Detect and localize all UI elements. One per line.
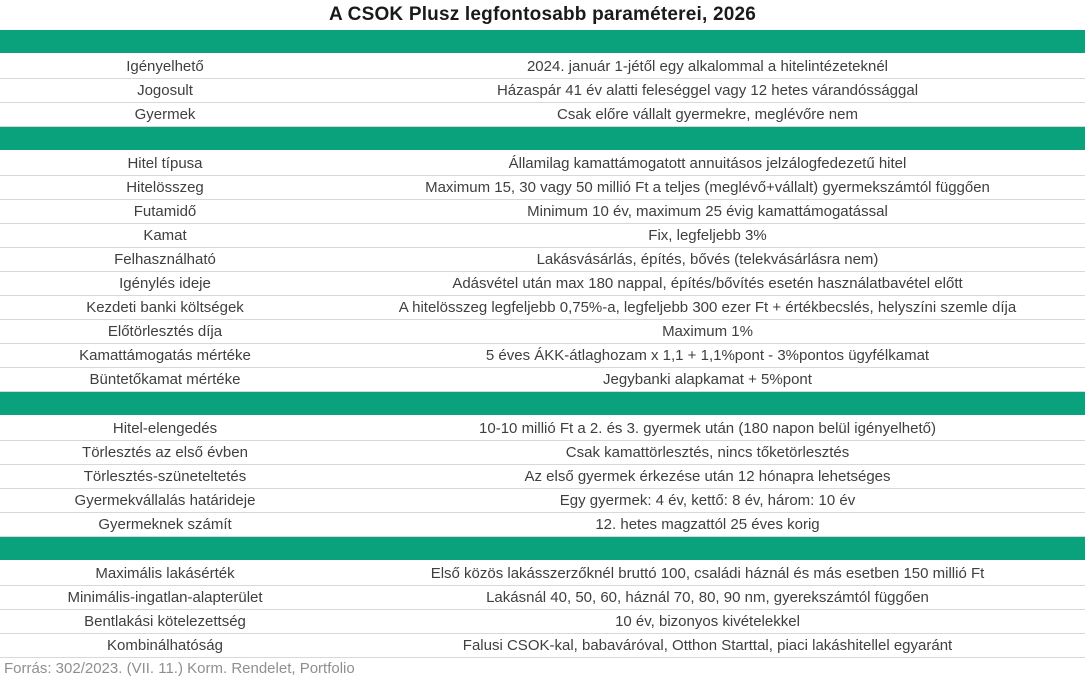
- table-row: [0, 320, 1085, 344]
- row-value: Maximum 15, 30 vagy 50 millió Ft a teljes (meglévő+vállalt) gyermekszámtól függően: [425, 179, 990, 196]
- row-value: Államilag kamattámogatott annuitásos jelzálogfedezetű hitel: [508, 155, 907, 172]
- row-value: Falusi CSOK-kal, babaváróval, Otthon Starttal, piaci lakáshitellel egyaránt: [462, 637, 953, 654]
- row-value: 10-10 millió Ft a 2. és 3. gyermek után (180 napon belül igényelhető): [479, 420, 936, 437]
- table-row: [0, 610, 1085, 634]
- table-row: [0, 152, 1085, 176]
- table-row: [0, 368, 1085, 392]
- table-row: [0, 200, 1085, 224]
- row-label: Hitel típusa: [127, 155, 203, 172]
- row-label: Minimális-ingatlan-alapterület: [67, 589, 263, 606]
- row-label: Gyermeknek számít: [98, 516, 232, 533]
- table-row: [0, 79, 1085, 103]
- row-label: Bentlakási kötelezettség: [84, 613, 246, 630]
- row-label: Jogosult: [137, 82, 193, 99]
- row-label: Igénylés ideje: [119, 275, 211, 292]
- row-label: Igényelhető: [126, 58, 204, 75]
- table-row: [0, 562, 1085, 586]
- row-value: 5 éves ÁKK-átlaghozam x 1,1 + 1,1%pont - 3%pontos ügyfélkamat: [485, 347, 930, 364]
- table-row: [0, 248, 1085, 272]
- row-value: Jegybanki alapkamat + 5%pont: [603, 371, 812, 388]
- row-value: 10 év, bizonyos kivételekkel: [615, 613, 800, 630]
- row-label: Kezdeti banki költségek: [86, 299, 244, 316]
- row-label: Büntetőkamat mértéke: [89, 371, 241, 388]
- row-value: Maximum 1%: [662, 323, 753, 340]
- table-row: [0, 272, 1085, 296]
- row-value: Egy gyermek: 4 év, kettő: 8 év, három: 10 év: [559, 492, 856, 509]
- row-value: 2024. január 1-jétől egy alkalommal a hitelintézeteknél: [526, 58, 889, 75]
- table-row: [0, 224, 1085, 248]
- row-value: Csak előre vállalt gyermekre, meglévőre nem: [557, 106, 858, 123]
- section-header-band: [0, 537, 1085, 560]
- row-value: A hitelösszeg legfeljebb 0,75%-a, legfeljebb 300 ezer Ft + értékbecslés, helyszíni szemle díja: [398, 299, 1017, 316]
- row-label: Törlesztés az első évben: [82, 444, 248, 461]
- row-label: Maximális lakásérték: [95, 565, 235, 582]
- page-title: A CSOK Plusz legfontosabb paraméterei, 2026: [328, 4, 757, 25]
- row-label: Kombinálhatóság: [107, 637, 223, 654]
- row-value: Házaspár 41 év alatti feleséggel vagy 12 hetes várandóssággal: [496, 82, 919, 99]
- section-header-band: [0, 127, 1085, 150]
- table-row: [0, 465, 1085, 489]
- row-value: Az első gyermek érkezése után 12 hónapra lehetséges: [524, 468, 891, 485]
- table-row: [0, 634, 1085, 658]
- section-header-band: [0, 30, 1085, 53]
- row-value: Fix, legfeljebb 3%: [648, 227, 767, 244]
- row-value: Első közös lakásszerzőknél bruttó 100, családi háznál és más esetben 150 millió Ft: [430, 565, 985, 582]
- row-label: Futamidő: [133, 203, 197, 220]
- table-row: [0, 176, 1085, 200]
- table-row: [0, 513, 1085, 537]
- table-row: [0, 441, 1085, 465]
- row-label: Törlesztés-szüneteltetés: [83, 468, 247, 485]
- row-label: Hitelösszeg: [126, 179, 204, 196]
- table-row: [0, 103, 1085, 127]
- section-header-band: [0, 392, 1085, 415]
- parameters-table: [0, 30, 1085, 658]
- row-label: Előtörlesztés díja: [107, 323, 223, 340]
- row-value: Lakásvásárlás, építés, bővés (telekvásárlásra nem): [536, 251, 879, 268]
- row-value: Adásvétel után max 180 nappal, építés/bővítés esetén használatbavétel előtt: [452, 275, 963, 292]
- row-value: Minimum 10 év, maximum 25 évig kamattámogatással: [527, 203, 888, 220]
- table-row: [0, 344, 1085, 368]
- table-row: [0, 489, 1085, 513]
- row-value: 12. hetes magzattól 25 éves korig: [595, 516, 820, 533]
- table-row: [0, 586, 1085, 610]
- row-label: Kamat: [143, 227, 187, 244]
- row-value: Lakásnál 40, 50, 60, háznál 70, 80, 90 nm, gyerekszámtól függően: [486, 589, 929, 606]
- row-label: Hitel-elengedés: [112, 420, 218, 437]
- row-label: Gyermekvállalás határideje: [74, 492, 256, 509]
- table-row: [0, 417, 1085, 441]
- row-value: Csak kamattörlesztés, nincs tőketörlesztés: [565, 444, 850, 461]
- row-label: Kamattámogatás mértéke: [79, 347, 251, 364]
- row-label: Felhasználható: [114, 251, 216, 268]
- table-row: [0, 55, 1085, 79]
- source-note: Forrás: 302/2023. (VII. 11.) Korm. Rendelet, Portfolio: [4, 660, 355, 677]
- row-label: Gyermek: [134, 106, 196, 123]
- table-row: [0, 296, 1085, 320]
